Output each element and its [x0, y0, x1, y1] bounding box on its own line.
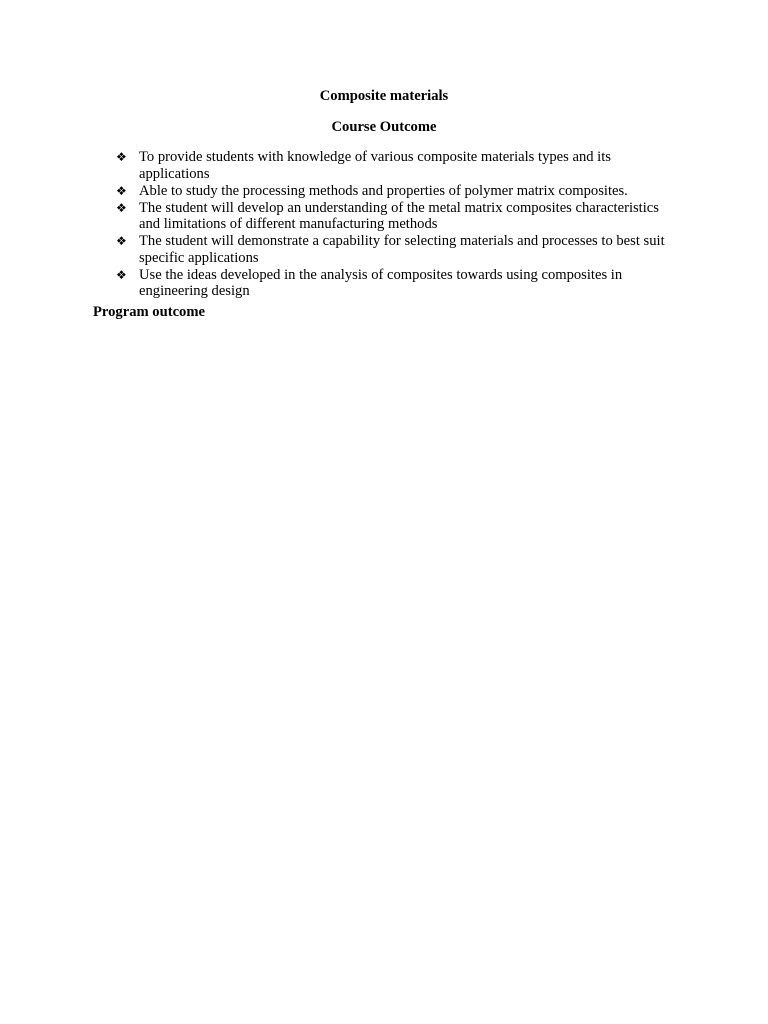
course-outcome-heading: Course Outcome	[331, 119, 437, 135]
diamond-bullet-icon: ❖	[116, 150, 127, 164]
list-item	[0, 233, 679, 266]
course-outcome-list	[0, 149, 768, 300]
diamond-bullet-icon: ❖	[116, 200, 127, 215]
list-item	[0, 267, 679, 300]
diamond-bullet-icon: ❖	[116, 183, 127, 198]
diamond-bullet-icon: ❖	[116, 267, 127, 282]
outcome-text: Use the ideas developed in the analysis of composites towards using composites in engineering design	[139, 266, 623, 299]
outcome-text: Able to study the processing methods and properties of polymer matrix composites.	[139, 182, 628, 199]
list-item	[0, 200, 679, 233]
outcome-text: The student will demonstrate a capability for selecting materials and processes to best suit specific applications	[139, 233, 665, 266]
outcome-text: To provide students with knowledge of various composite materials types and its applications	[139, 149, 611, 182]
list-item	[0, 183, 679, 200]
program-outcome-heading: Program outcome	[93, 304, 205, 320]
document-title: Composite materials	[319, 88, 449, 104]
diamond-bullet-icon: ❖	[116, 234, 127, 248]
list-item	[0, 149, 679, 182]
outcome-text: The student will develop an understanding of the metal matrix composites characteristics and limitations of different manufacturing methods	[139, 199, 659, 232]
